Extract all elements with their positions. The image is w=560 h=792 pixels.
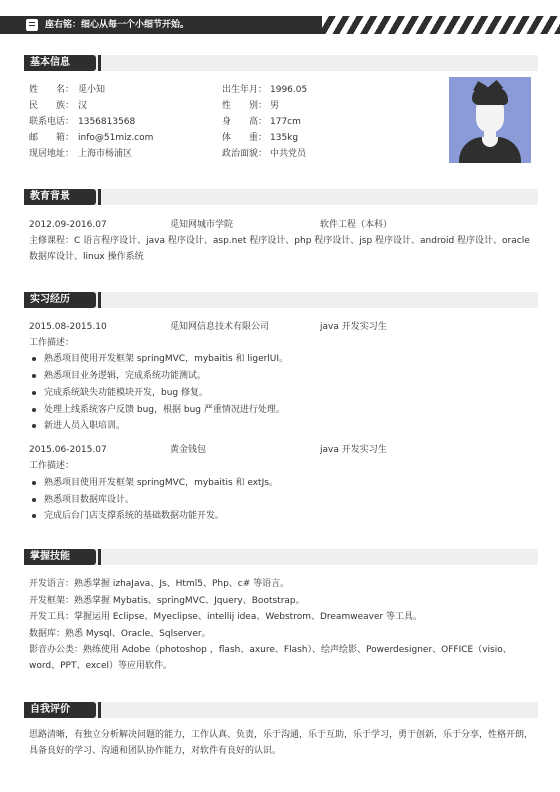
bullet-icon [32,514,36,518]
height-value: 177cm [270,117,301,127]
skill-line: 影音办公类：熟练使用 Adobe（photoshop ，flash、axure、Flash）、绘声绘影、Powerdesigner、OFFICE（visio、 [29,645,512,655]
weight-value: 135kg [270,133,299,143]
political-label: 政治面貌： [222,149,268,159]
gender-label: 性 别： [222,101,268,111]
header-bar [0,16,560,34]
job2-item: 完成后台门店支撑系统的基础数据功能开发。 [44,511,225,521]
bullet-icon [32,481,36,485]
email-label: 邮 箱： [29,133,75,143]
job2-period: 2015.06-2015.07 [29,445,107,455]
job1-company: 觅知网信息技术有限公司 [170,322,270,332]
job1-period: 2015.08-2015.10 [29,322,107,332]
skill-line: 开发语言：熟悉掌握 izhaJava、Js、Html5、Php、c# 等语言。 [29,579,290,589]
bullet-icon [32,408,36,412]
ethnicity-label: 民 族： [29,101,75,111]
section-title: 掌握技能 [24,549,96,565]
bullet-icon [32,357,36,361]
skill-line: 开发框架：熟悉掌握 Mybatis、springMVC、Jquery、Bootstrap。 [29,596,305,606]
education-courses-line1: 主修课程：C 语言程序设计、java 程序设计、asp.net 程序设计、php 程序设计、jsp 程序设计、android 程序设计、oracle [29,236,530,246]
name-label: 姓 名： [29,85,75,95]
job2-company: 黄金钱包 [170,445,207,455]
bullet-icon [32,498,36,502]
email-value: info@51miz.com [78,133,154,143]
bullet-icon [32,424,36,428]
phone-value: 1356813568 [78,117,136,127]
birth-label: 出生年月： [222,85,268,95]
job2-desc-label: 工作描述： [29,461,75,471]
bullet-icon [32,391,36,395]
gender-value: 男 [270,101,280,111]
skill-line: 开发工具：掌握运用 Eclipse、Myeclipse、intellij idea、Webstrom、Dreamweaver 等工具。 [29,612,423,622]
note-icon [26,19,38,31]
skill-line: word、PPT、excel）等应用软件。 [29,661,173,671]
section-tab-marker [98,189,101,205]
job2-item: 熟悉项目数据库设计。 [44,495,135,505]
section-header-internship [24,292,538,308]
section-title: 实习经历 [24,292,96,308]
job2-role: java 开发实习生 [320,445,387,455]
self-evaluation-text: 思路清晰，有独立分析解决问题的能力，工作认真、负责，乐于沟通，乐于互助，乐于学习，勇于创新，乐于分享，性格开朗，具备良好的学习、沟通和团队协作能力，对软件有良好的认识。 [29,730,534,756]
job2-item: 熟悉项目使用开发框架 springMVC，mybaitis 和 extJs。 [44,478,278,488]
education-period: 2012.09-2016.07 [29,220,107,230]
political-value: 中共党员 [270,149,307,159]
education-courses-line2: 数据库设计、linux 操作系统 [29,252,144,262]
job1-item: 熟悉项目业务逻辑，完成系统功能测试。 [44,371,207,381]
skill-line: 数据库：熟悉 Mysql、Oracle、Sqlserver。 [29,629,211,639]
education-major: 软件工程（本科） [320,220,393,230]
section-header-education [24,189,538,205]
height-label: 身 高： [222,117,268,127]
section-title: 教育背景 [24,189,96,205]
job1-item: 处理上线系统客户反馈 bug，根据 bug 严重情况进行处理。 [44,405,285,415]
section-tab-marker [98,549,101,565]
bullet-icon [32,374,36,378]
job1-item: 完成系统缺失功能模块开发，bug 修复。 [44,388,208,398]
name-value: 觅小知 [78,85,106,95]
decorative-stripes [322,16,560,34]
section-title: 自我评价 [24,702,96,718]
section-tab-marker [98,55,101,71]
section-tab-marker [98,292,101,308]
phone-label: 联系电话： [29,117,75,127]
section-tab-marker [98,702,101,718]
job1-item: 熟悉项目使用开发框架 springMVC，mybaitis 和 ligerlUI。 [44,354,289,364]
education-school: 觅知网城市学院 [170,220,234,230]
section-header-basic [24,55,538,71]
address-label: 现居地址： [29,149,75,159]
section-header-evaluation [24,702,538,718]
birth-value: 1996.05 [270,85,308,95]
weight-label: 体 重： [222,133,268,143]
motto-text: 座右铭：细心从每一个小细节开始。 [45,20,190,30]
address-value: 上海市杨浦区 [78,149,133,159]
ethnicity-value: 汉 [78,101,88,111]
section-title: 基本信息 [24,55,96,71]
person-avatar-icon [449,77,531,163]
job1-item: 新进人员入职培训。 [44,421,126,431]
job1-desc-label: 工作描述： [29,338,75,348]
job1-role: java 开发实习生 [320,322,387,332]
section-header-skills [24,549,538,565]
